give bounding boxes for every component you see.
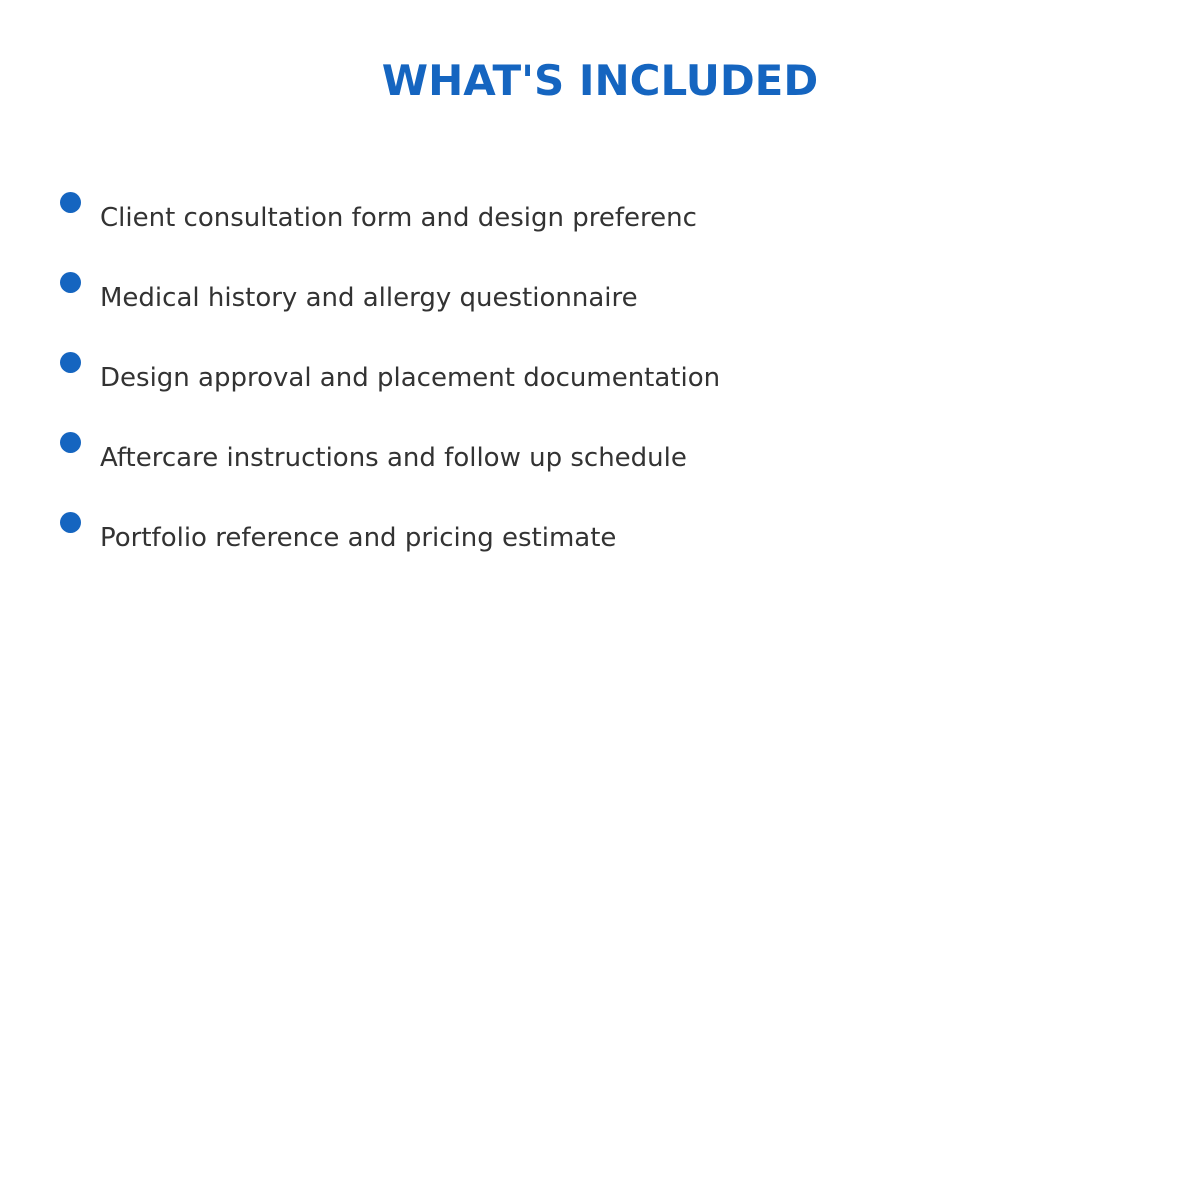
list-item-label: Design approval and placement documentation [100,363,721,393]
bullet-dot-icon [60,352,81,373]
bullet-dot-icon [60,512,81,533]
list-item [0,512,1100,572]
list-item [0,352,1100,412]
list-item-label: Portfolio reference and pricing estimate [100,523,617,553]
list-item [0,272,1100,332]
bullet-dot-icon [60,192,81,213]
bullet-dot-icon [60,272,81,293]
list-item-label: Medical history and allergy questionnaire [100,283,638,313]
bullet-dot-icon [60,432,81,453]
page-title: WHAT'S INCLUDED [381,56,819,105]
list-item-label: Aftercare instructions and follow up schedule [100,443,687,473]
list-item-label: Client consultation form and design preferenc [100,203,697,233]
list-item [0,432,1100,492]
list-item [0,192,1100,252]
